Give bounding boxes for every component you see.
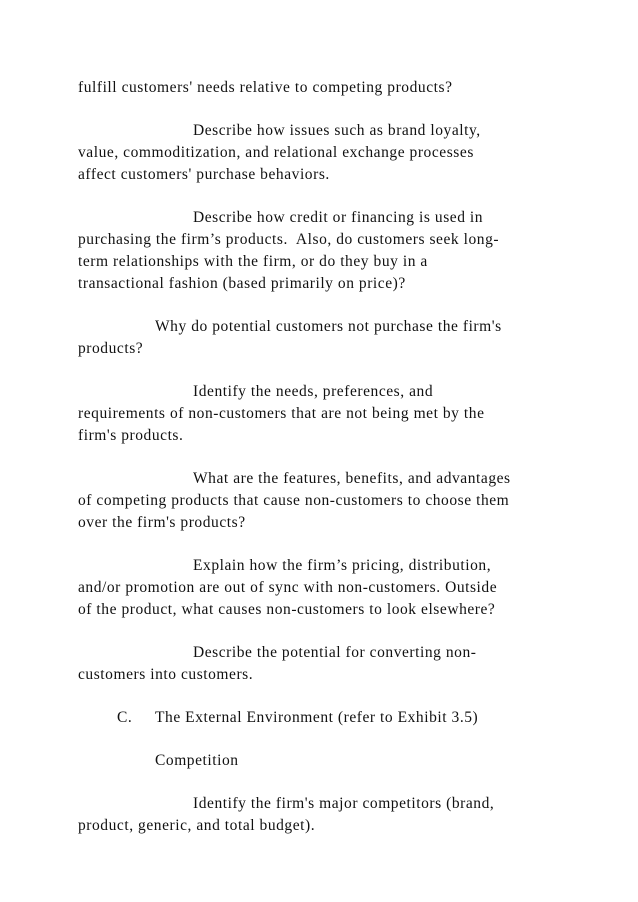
text-line: fulfill customers' needs relative to competing products? (78, 79, 453, 96)
text-line: Identify the needs, preferences, and (193, 383, 434, 400)
text-line: What are the features, benefits, and advantages (193, 470, 511, 487)
text-line: Explain how the firm’s pricing, distribution, (193, 557, 492, 574)
text-line: of competing products that cause non-customers to choose them (78, 492, 510, 509)
text-line: requirements of non-customers that are not being met by the (78, 405, 485, 422)
text-line: purchasing the firm’s products. Also, do customers seek long- (78, 231, 500, 248)
text-line: value, commoditization, and relational exchange processes (78, 144, 474, 161)
text-line: product, generic, and total budget). (78, 817, 316, 834)
text-line: affect customers' purchase behaviors. (78, 166, 330, 183)
text-line: over the firm's products? (78, 514, 246, 531)
text-line: term relationships with the firm, or do they buy in a (78, 253, 428, 270)
text-line: transactional fashion (based primarily on price)? (78, 275, 406, 292)
text-line: products? (78, 340, 144, 357)
section-letter: C. (117, 709, 133, 726)
text-line: of the product, what causes non-customers to look elsewhere? (78, 601, 496, 618)
text-line: Identify the firm's major competitors (brand, (193, 795, 495, 812)
text-line: Why do potential customers not purchase the firm's (155, 318, 502, 335)
section-heading: The External Environment (refer to Exhibit 3.5) (155, 709, 479, 726)
text-line: Describe how issues such as brand loyalty, (193, 122, 481, 139)
text-line: customers into customers. (78, 666, 254, 683)
text-line: firm's products. (78, 427, 184, 444)
subsection-heading: Competition (155, 752, 239, 769)
text-line: Describe the potential for converting non- (193, 644, 477, 661)
text-line: Describe how credit or financing is used in (193, 209, 484, 226)
text-line: and/or promotion are out of sync with non-customers. Outside (78, 579, 498, 596)
